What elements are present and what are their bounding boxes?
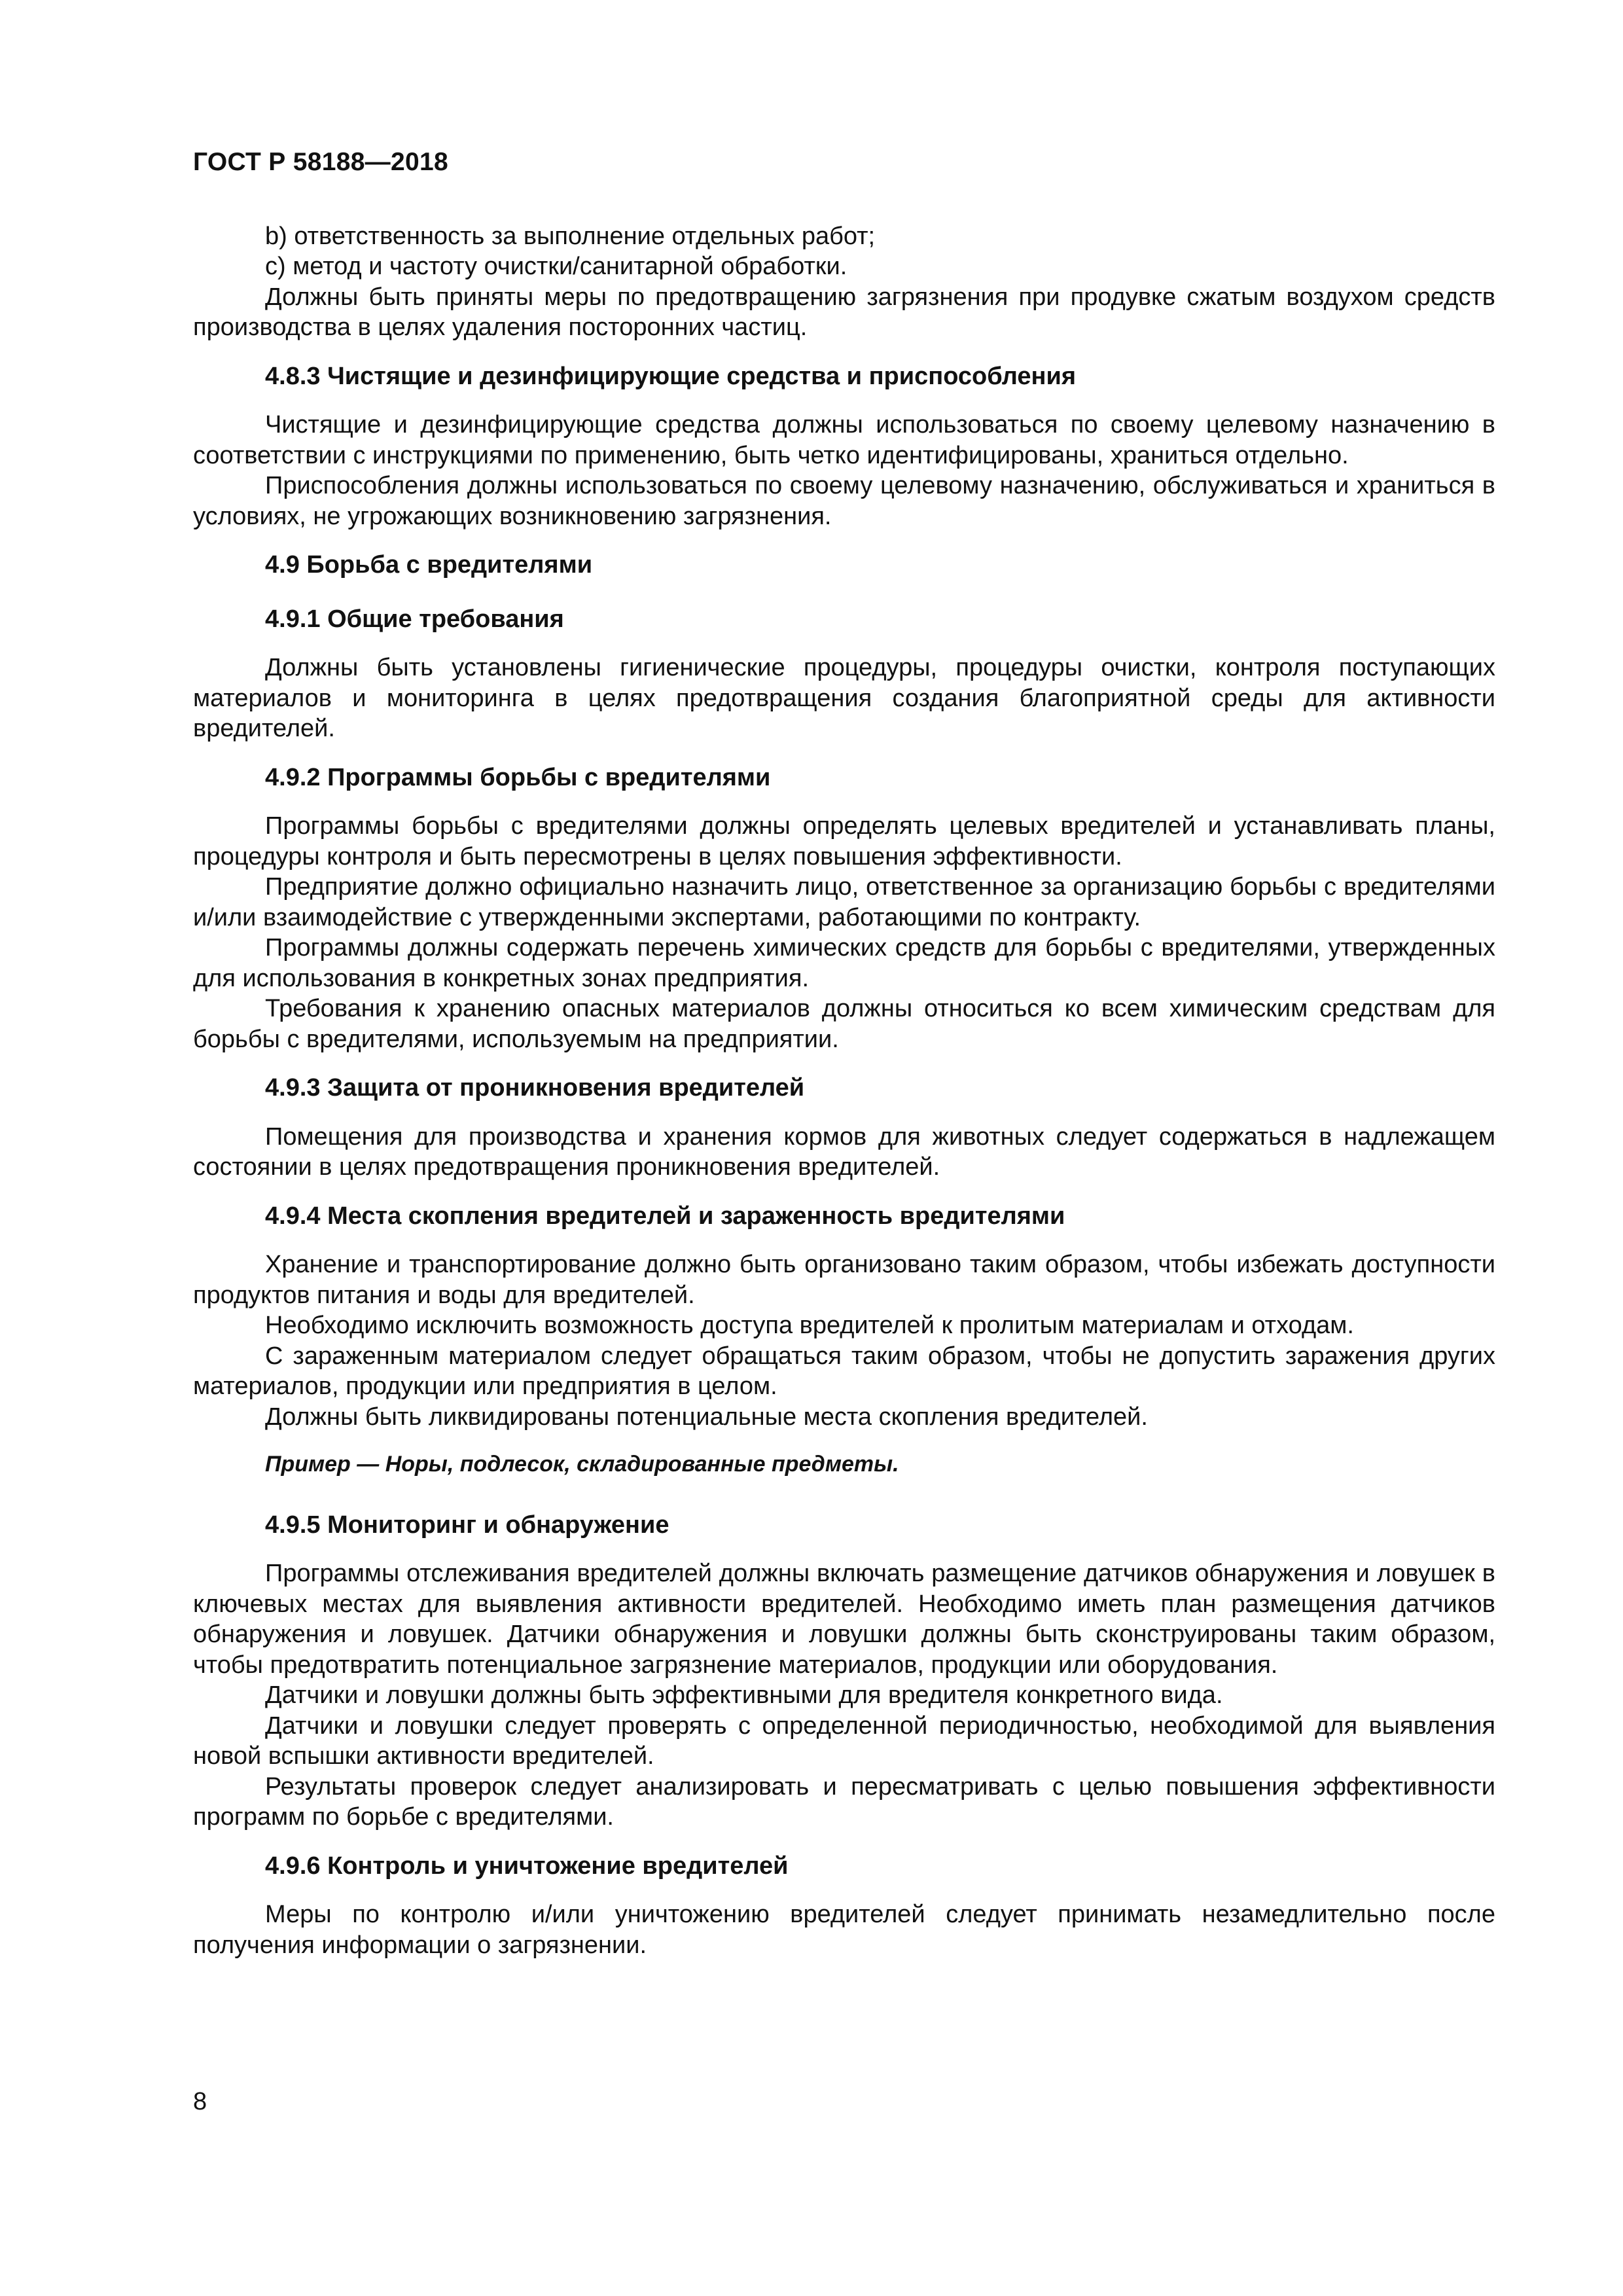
paragraph: С зараженным материалом следует обращаться таким образом, чтобы не допустить заражения других материалов, продукции или предприятия в целом. [193,1342,1495,1400]
paragraph: Требования к хранению опасных материалов должны относиться ко всем химическим средствам для борьбы с вредителями, используемым на предприятии. [193,995,1495,1053]
paragraph: Помещения для производства и хранения кормов для животных следует содержаться в надлежащем состоянии в целях предотвращения проникновения вредителей. [193,1122,1495,1181]
paragraph: Необходимо исключить возможность доступа вредителей к пролитым материалам и отходам. [265,1312,1354,1339]
document-page [193,147,1495,1960]
paragraph: Должны быть установлены гигиенические процедуры, процедуры очистки, контроля поступающих материалов и мониторинга в целях предотвращения создания благоприятной среды для активности вредителей. [193,654,1495,742]
paragraph: Программы отслеживания вредителей должны включать размещение датчиков обнаружения и ловушек в ключевых местах для выявления активности вредителей. Необходимо иметь план размещения датчиков обнаружения и ловушек. Датчики обнаружения и ловушки должны быть сконструированы таким образом, чтобы предотвратить потенциальное загрязнение материалов, продукции или оборудования. [193,1560,1495,1679]
section-heading-4-9-4: 4.9.4 Места скопления вредителей и зараженность вредителями [265,1202,1065,1230]
paragraph: Чистящие и дезинфицирующие средства должны использоваться по своему целевому назначению в соответствии с инструкциями по применению, быть четко идентифицированы, храниться отдельно. [193,411,1495,469]
paragraph: Предприятие должно официально назначить лицо, ответственное за организацию борьбы с вредителями и/или взаимодействие с утвержденными экспертами, работающими по контракту. [193,873,1495,931]
paragraph: Должны быть приняты меры по предотвращению загрязнения при продувке сжатым воздухом средств производства в целях удаления посторонних частиц. [193,283,1495,341]
page-number: 8 [193,2088,207,2115]
section-heading-4-9-3: 4.9.3 Защита от проникновения вредителей [265,1074,805,1102]
section-heading-4-9: 4.9 Борьба с вредителями [265,551,593,579]
paragraph: Меры по контролю и/или уничтожению вредителей следует принимать незамедлительно после получения информации о загрязнении. [193,1901,1495,1959]
paragraph: Хранение и транспортирование должно быть организовано таким образом, чтобы избежать доступности продуктов питания и воды для вредителей. [193,1251,1495,1309]
section-heading-4-9-2: 4.9.2 Программы борьбы с вредителями [265,763,771,791]
paragraph: Программы борьбы с вредителями должны определять целевых вредителей и устанавливать планы, процедуры контроля и быть пересмотрены в целях повышения эффективности. [193,812,1495,870]
paragraph: Датчики и ловушки следует проверять с определенной периодичностью, необходимой для выявления новой вспышки активности вредителей. [193,1712,1495,1770]
document-header: ГОСТ Р 58188—2018 [193,148,448,176]
section-heading-4-8-3: 4.8.3 Чистящие и дезинфицирующие средства и приспособления [265,362,1077,390]
list-item-c: c) метод и частоту очистки/санитарной обработки. [265,253,847,280]
section-heading-4-9-5: 4.9.5 Мониторинг и обнаружение [265,1511,669,1539]
section-heading-4-9-1: 4.9.1 Общие требования [265,605,564,633]
paragraph: Результаты проверок следует анализировать и пересматривать с целью повышения эффективности программ по борьбе с вредителями. [193,1772,1495,1831]
example-note: Пример — Норы, подлесок, складированные предметы. [265,1452,899,1477]
paragraph: Датчики и ловушки должны быть эффективными для вредителя конкретного вида. [265,1681,1223,1709]
paragraph: Программы должны содержать перечень химических средств для борьбы с вредителями, утвержденных для использования в конкретных зонах предприятия. [193,934,1495,992]
paragraph: Должны быть ликвидированы потенциальные места скопления вредителей. [265,1403,1148,1431]
list-item-b: b) ответственность за выполнение отдельных работ; [265,222,876,250]
section-heading-4-9-6: 4.9.6 Контроль и уничтожение вредителей [265,1852,789,1880]
paragraph: Приспособления должны использоваться по своему целевому назначению, обслуживаться и храниться в условиях, не угрожающих возникновению загрязнения. [193,472,1495,530]
